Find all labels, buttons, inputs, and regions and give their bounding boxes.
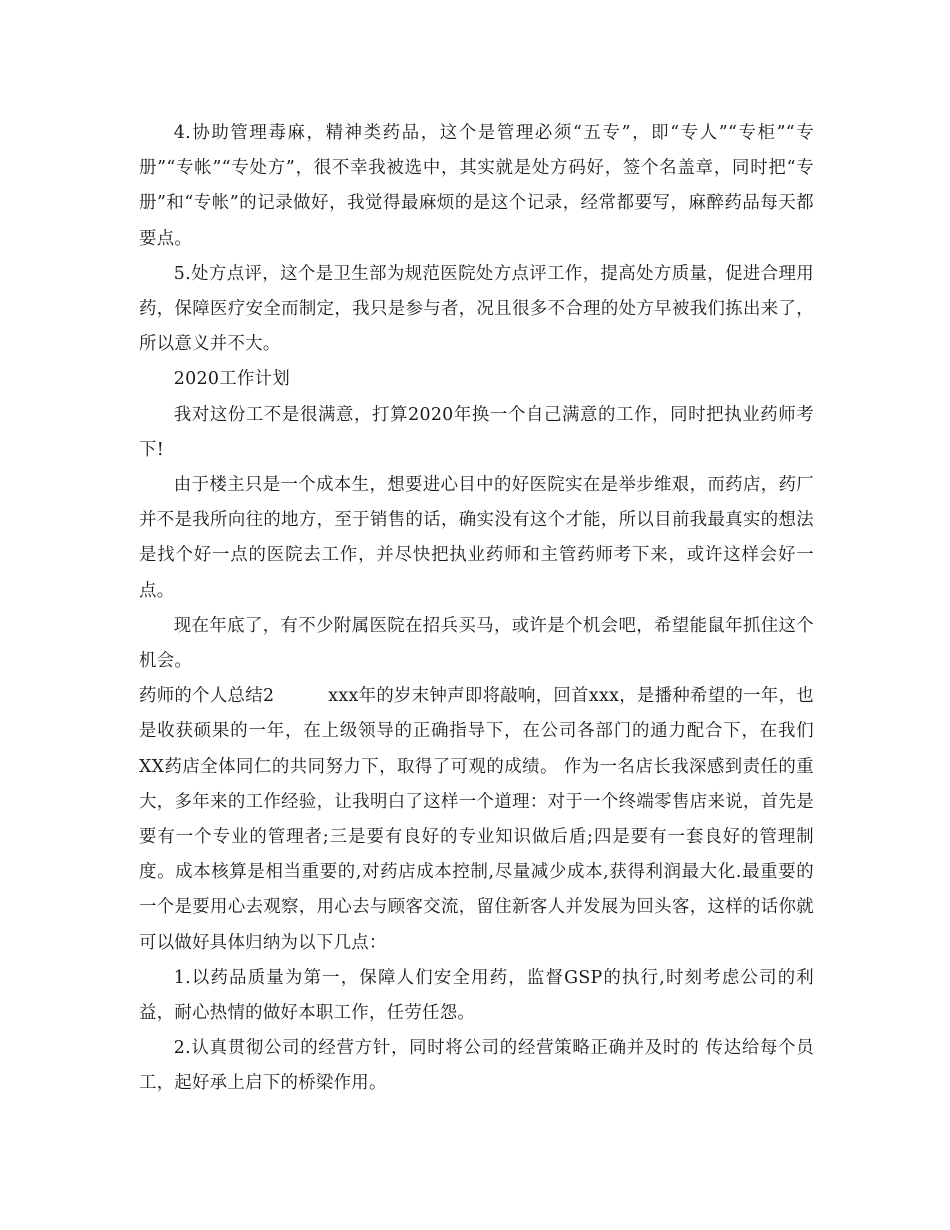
plan-paragraph-1: 我对这份工不是很满意，打算2020年换一个自己满意的工作，同时把执业药师考下! xyxy=(139,404,814,460)
paragraph-item-4: 4.协助管理毒麻，精神类药品，这个是管理必须“五专”，即“专人”“专柜”“专册”“专帐”“专处方”，很不幸我被选中，其实就是处方码好，签个名盖章，同时把“专册”和“专帐”的记录做好，我觉得最麻烦的是这个记录，经常都要写，麻醉药品每天都要点。 xyxy=(139,123,814,249)
list-item-1: 1.以药品质量为第一，保障人们安全用药，监督GSP的执行,时刻考虑公司的利益，耐心热情的做好本职工作，任劳任怨。 xyxy=(139,967,814,1024)
document-body xyxy=(139,116,814,1102)
plan-heading: 2020工作计划 xyxy=(173,369,291,390)
list-item-2: 2.认真贯彻公司的经营方针，同时将公司的经营策略正确并及时的 传达给每个员工，起好承上启下的桥梁作用。 xyxy=(139,1038,814,1094)
plan-paragraph-2: 由于楼主只是一个成本生，想要进心目中的好医院实在是举步维艰，而药店，药厂并不是我所向往的地方，至于销售的话，确实没有这个才能，所以目前我最真实的想法是找个好一点的医院去工作，并尽快把执业药师和主管药师考下来，或许这样会好一点。 xyxy=(139,475,814,601)
plan-paragraph-3: 现在年底了，有不少附属医院在招兵买马，或许是个机会吧，希望能鼠年抓住这个机会。 xyxy=(139,615,814,672)
section-paragraph xyxy=(139,679,814,961)
paragraph-item-5: 5.处方点评，这个是卫生部为规范医院处方点评工作，提高处方质量，促进合理用药，保障医疗安全而制定，我只是参与者，况且很多不合理的处方早被我们拣出来了，所以意义并不大。 xyxy=(139,263,814,355)
section-title: 药师的个人总结2 xyxy=(139,686,275,707)
section-body: xxx年的岁末钟声即将敲响，回首xxx，是播种希望的一年，也是收获硕果的一年，在上级领导的正确指导下，在公司各部门的通力配合下，在我们XX药店全体同仁的共同努力下，取得了可观的成绩。 作为一名店长我深感到责任的重大，多年来的工作经验，让我明白了这样一个道理：对于一个终端零售店来说，首先是要有一个专业的管理者;三是要有良好的专业知识做后盾;四是要有一套良好的管理制度。成本核算是相当重要的,对药店成本控制,尽量减少成本,获得利润最大化.最重要的一个是要用心去观察，用心去与顾客交流，留住新客人并发展为回头客，这样的话你就可以做好具体归纳为以下几点： xyxy=(139,686,814,953)
